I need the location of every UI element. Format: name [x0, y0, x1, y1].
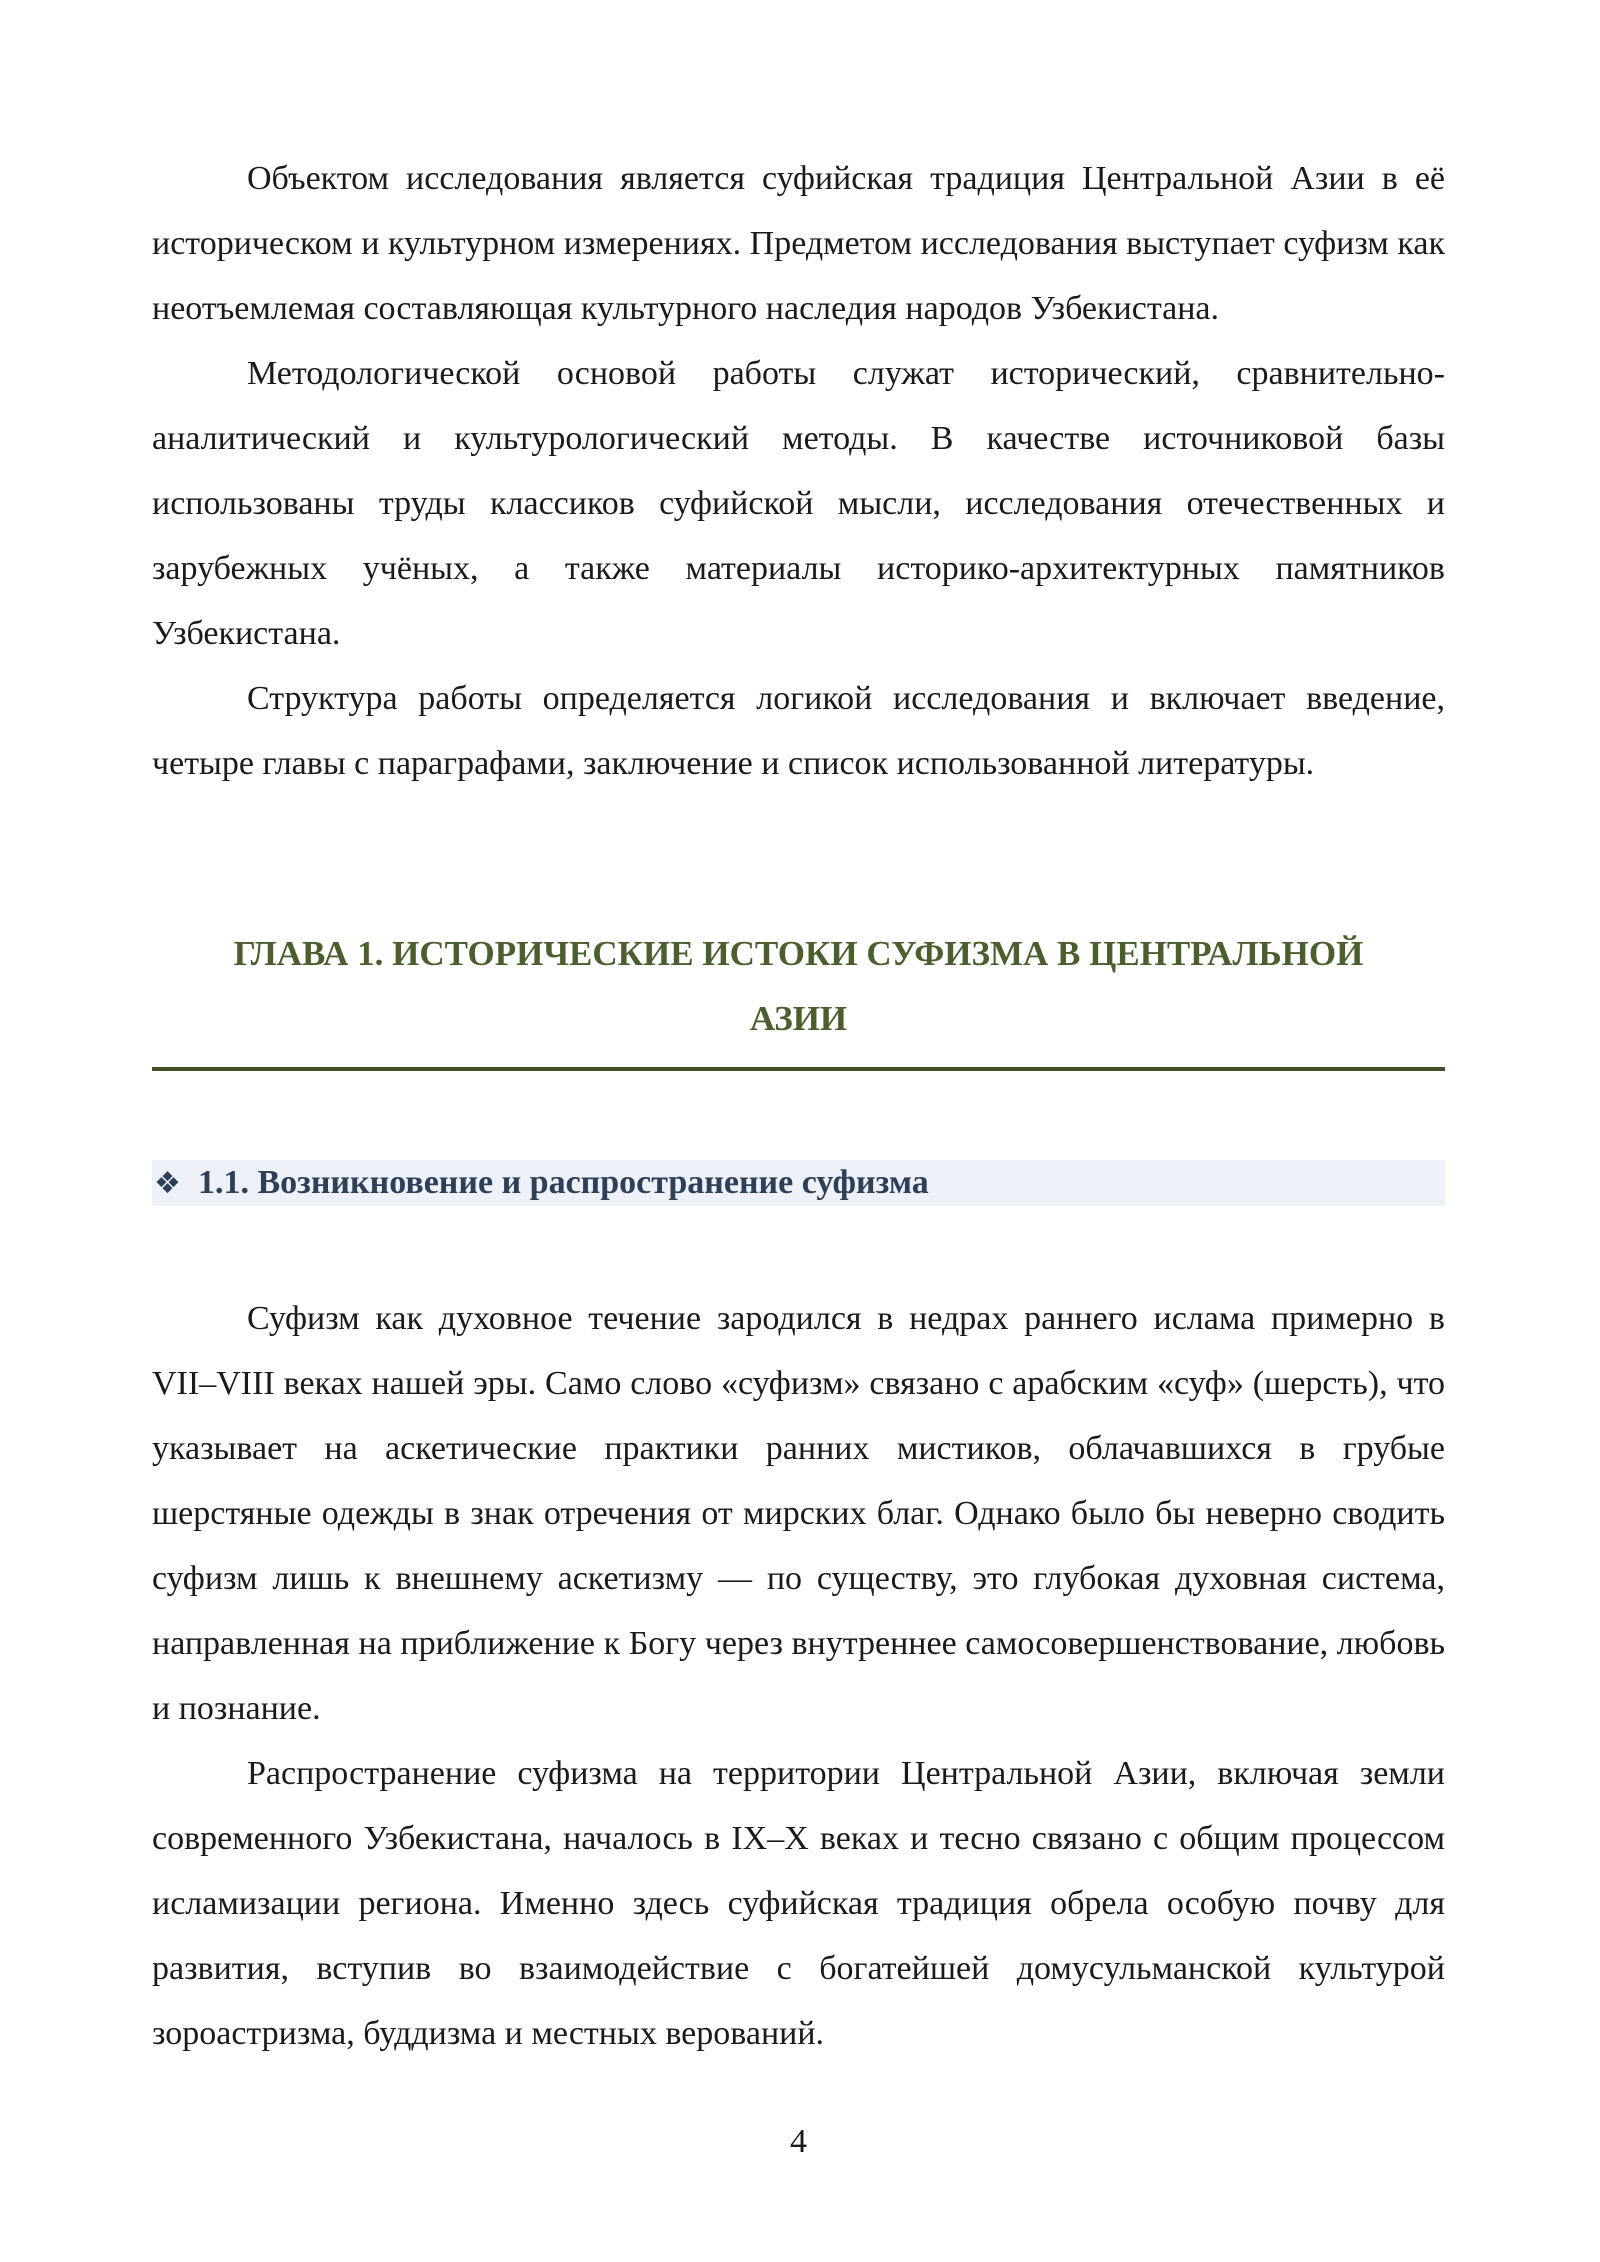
paragraph-sufism-spread: Распространение суфизма на территории Центральной Азии, включая земли современного Узбекистана, началось в IX–X веках и тесно связано с общим процессом исламизации региона. Именно здесь суфийская традиция обрела особую почву для развития, вступив во взаимодействие с богатейшей домусульманской культурой зороастризма, буддизма и местных верований.: [152, 1755, 1445, 2052]
paragraph-research-object: Объектом исследования является суфийская традиция Центральной Азии в её историческом и культурном измерениях. Предметом исследования выступает суфизм как неотъемлемая составляющая культурного наследия народов Узбекистана.: [152, 160, 1445, 327]
paragraph-sufism-origin: Суфизм как духовное течение зародился в недрах раннего ислама примерно в VII–VIII веках нашей эры. Само слово «суфизм» связано с арабским «суф» (шерсть), что указывает на аскетические практики ранних мистиков, облачавшихся в грубые шерстяные одежды в знак отречения от мирских благ. Однако было бы неверно сводить суфизм лишь к внешнему аскетизму — по существу, это глубокая духовная система, направленная на приближение к Богу через внутреннее самосовершенствование, любовь и познание.: [152, 1300, 1445, 1727]
chapter-title-line-1: ГЛАВА 1. ИСТОРИЧЕСКИЕ ИСТОКИ СУФИЗМА В ЦЕНТРАЛЬНОЙ: [233, 934, 1364, 973]
diamond-bullet-icon: ❖: [154, 1165, 181, 1201]
page-number: 4: [790, 2123, 807, 2160]
chapter-title-line-2: АЗИИ: [749, 999, 848, 1038]
subsection-heading: [152, 1160, 1445, 1206]
subsection-title: 1.1. Возникновение и распространение суфизма: [198, 1164, 929, 1201]
chapter-heading: [152, 921, 1445, 1071]
paragraph-methodology: Методологической основой работы служат исторический, сравнительно-аналитический и культурологический методы. В качестве источниковой базы использованы труды классиков суфийской мысли, исследования отечественных и зарубежных учёных, а также материалы историко-архитектурных памятников Узбекистана.: [152, 355, 1445, 652]
section-text: [152, 1286, 1445, 2066]
intro-text: [152, 146, 1445, 796]
paragraph-structure: Структура работы определяется логикой исследования и включает введение, четыре главы с параграфами, заключение и список использованной литературы.: [152, 680, 1445, 782]
document-page: [152, 0, 1445, 2262]
